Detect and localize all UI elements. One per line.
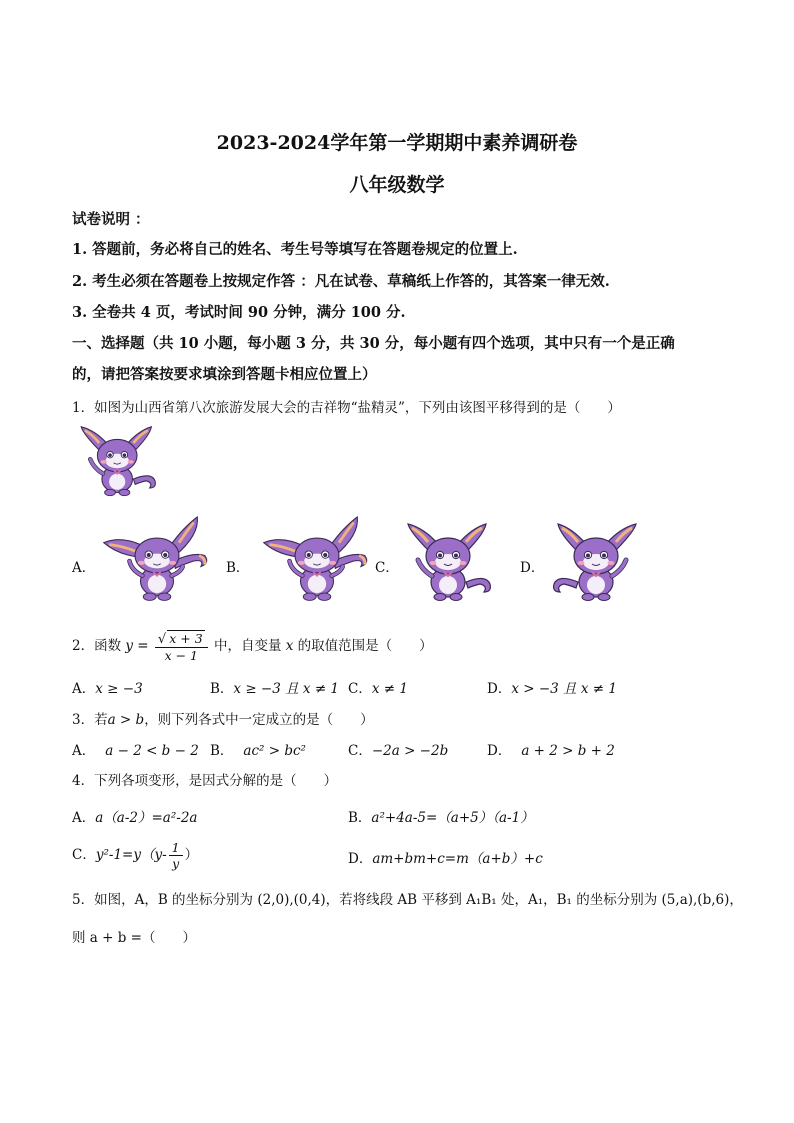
option-value: a²+4a-5=（a+5）（a-1） (371, 810, 534, 826)
q3-option-d (487, 739, 615, 759)
sqrt-symbol-icon: √ (157, 632, 167, 647)
option-value: −2a > −2b (371, 743, 449, 759)
option-label: C． (348, 743, 372, 759)
q3-condition: a > b (107, 712, 145, 728)
option-value: a（a-2）=a²-2a (95, 810, 198, 826)
option-label: D． (348, 851, 373, 867)
option-label: D． (487, 743, 512, 759)
q4-option-c (72, 840, 198, 871)
q2-prefix: 2．函数 (72, 638, 122, 654)
q2-numerator: x + 3 (169, 631, 203, 646)
q4-c-fraction (169, 840, 183, 871)
mascot-image-option-d (544, 520, 644, 604)
q4-option-a (72, 806, 197, 826)
page-subtitle: 八年级数学 (349, 174, 445, 196)
q2-fraction (155, 630, 208, 663)
option-label: B． (210, 743, 234, 759)
q3-option-b (210, 739, 306, 759)
option-label: D． (487, 681, 512, 697)
option-label: A． (72, 681, 96, 697)
q2-var: x (285, 638, 294, 654)
question-4-stem: 4．下列各项变形，是因式分解的是（ ） (72, 773, 338, 789)
option-value: a + 2 > b + 2 (521, 743, 615, 759)
option-label: B． (210, 681, 234, 697)
section-heading: 一、选择题（共 10 小题，每小题 3 分，共 30 分，每小题有四个选项，其中只有一个是正确 (72, 335, 675, 352)
option-value: am+bm+c=m（a+b）+c (372, 851, 543, 867)
mascot-image-option-b (262, 514, 372, 608)
q1-option-d-label: D． (520, 560, 545, 576)
q1-option-c-label: C． (375, 560, 399, 576)
q2-option-c (348, 677, 408, 697)
q2-option-b (210, 677, 339, 697)
mascot-image-original (74, 424, 164, 498)
question-3-stem (72, 708, 374, 728)
question-1-stem: 1．如图为山西省第八次旅游发展大会的吉祥物“盐精灵”，下列由该图平移得到的是（ ） (72, 400, 621, 416)
q2-suffix2: 的取值范围是（ ） (297, 638, 433, 654)
q2-y-eq: y = (125, 638, 149, 654)
instructions-heading: 试卷说明 ： (72, 211, 150, 228)
q4-option-b (348, 806, 534, 826)
instruction-item: 3. 全卷共 4 页，考试时间 90 分钟，满分 100 分. (72, 304, 406, 321)
option-label: B． (348, 810, 372, 826)
section-heading-cont: 的，请把答案按要求填涂到答题卡相应位置上） (72, 366, 377, 383)
question-5-stem-cont: 则 a + b =（ ） (72, 930, 196, 946)
q2-option-d (487, 677, 617, 697)
q1-option-b-label: B． (226, 560, 250, 576)
fraction-numerator: 1 (169, 840, 183, 856)
instruction-item: 2. 考生必须在答题卷上按规定作答 ：凡在试卷、草稿纸上作答的，其答案一律无效. (72, 273, 610, 290)
option-label: C． (348, 681, 372, 697)
option-value: y²-1=y（y- (95, 847, 167, 863)
fraction-denominator: y (172, 856, 180, 871)
q3-suffix: ，则下列各式中一定成立的是（ ） (144, 712, 374, 728)
instruction-item: 1. 答题前，务必将自己的姓名、考生号等填写在答题卷规定的位置上. (72, 241, 518, 258)
option-label: A． (72, 743, 96, 759)
option-value: x ≥ −3 且 x ≠ 1 (233, 681, 340, 697)
option-value-end: ） (184, 847, 199, 863)
q1-option-a-label: A． (72, 560, 96, 576)
q4-option-d (348, 847, 543, 867)
mascot-image-option-a (102, 514, 212, 608)
q2-denominator: x − 1 (164, 648, 198, 663)
mascot-image-option-c (400, 520, 500, 604)
q2-option-a (72, 677, 143, 697)
option-label: C． (72, 847, 96, 863)
q3-option-c (348, 739, 448, 759)
option-value: x ≥ −3 (95, 681, 143, 697)
option-value: ac² > bc² (243, 743, 306, 759)
q3-prefix: 3．若 (72, 712, 108, 728)
question-5-stem: 5．如图，A，B 的坐标分别为 (2,0),(0,4)，若将线段 AB 平移到 A₁B₁ 处，A₁，B₁ 的坐标分别为 (5,a),(b,6)， (72, 892, 743, 908)
option-label: A． (72, 810, 96, 826)
question-2-stem (72, 630, 433, 663)
option-value: a − 2 < b − 2 (105, 743, 199, 759)
option-value: x > −3 且 x ≠ 1 (511, 681, 617, 697)
option-value: x ≠ 1 (371, 681, 408, 697)
page-title: 2023-2024学年第一学期期中素养调研卷 (216, 132, 578, 154)
q2-suffix: 中，自变量 (213, 638, 282, 654)
q3-option-a (72, 739, 199, 759)
